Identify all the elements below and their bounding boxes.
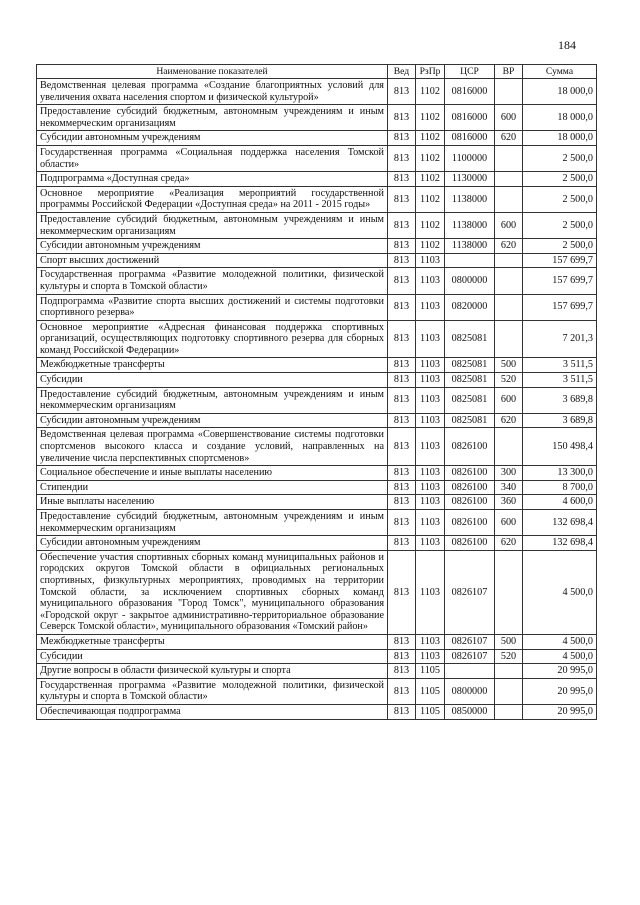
cell-vr — [495, 186, 523, 212]
table-row — [37, 550, 597, 634]
cell-csr: 0816000 — [445, 131, 495, 146]
cell-vr: 600 — [495, 387, 523, 413]
cell-name: Подпрограмма «Доступная среда» — [37, 172, 388, 187]
cell-vr — [495, 550, 523, 634]
cell-ved: 813 — [388, 294, 416, 320]
cell-name: Государственная программа «Развитие молодежной политики, физической культуры и спорта в Томской области» — [37, 268, 388, 294]
cell-name: Обеспечение участия спортивных сборных команд муниципальных районов и городских округов Томской области в официальных региональных спортивных, физкультурных мероприятиях, проводимых на территории Томской области, за исключением спортивных сборных команд муниципального образования "Город Томск", муниципального образования «Городской округ - закрытое административно-территориальное образование Северск Томской области», муниципального образования «Томский район» — [37, 550, 388, 634]
header-sum: Сумма — [523, 65, 597, 79]
cell-name: Предоставление субсидий бюджетным, автономным учреждениям и иным некоммерческим организациям — [37, 105, 388, 131]
cell-vr — [495, 79, 523, 105]
cell-vr: 600 — [495, 105, 523, 131]
cell-rzpr: 1103 — [416, 480, 445, 495]
table-row — [37, 510, 597, 536]
cell-name: Межбюджетные трансферты — [37, 634, 388, 649]
cell-vr — [495, 172, 523, 187]
cell-ved: 813 — [388, 428, 416, 466]
cell-sum: 132 698,4 — [523, 536, 597, 551]
cell-rzpr: 1103 — [416, 550, 445, 634]
cell-csr: 0826100 — [445, 536, 495, 551]
cell-sum: 18 000,0 — [523, 79, 597, 105]
cell-csr: 0825081 — [445, 413, 495, 428]
table-row — [37, 239, 597, 254]
cell-vr: 300 — [495, 466, 523, 481]
cell-vr: 500 — [495, 634, 523, 649]
cell-sum: 4 600,0 — [523, 495, 597, 510]
cell-vr: 340 — [495, 480, 523, 495]
table-row — [37, 536, 597, 551]
cell-name: Ведомственная целевая программа «Создание благоприятных условий для увеличения охвата населения спортом и физической культурой» — [37, 79, 388, 105]
table-row — [37, 358, 597, 373]
cell-vr — [495, 294, 523, 320]
table-row — [37, 480, 597, 495]
cell-ved: 813 — [388, 480, 416, 495]
cell-csr: 0826107 — [445, 550, 495, 634]
cell-name: Обеспечивающая подпрограмма — [37, 704, 388, 719]
cell-sum: 4 500,0 — [523, 649, 597, 664]
cell-rzpr: 1102 — [416, 186, 445, 212]
cell-vr: 620 — [495, 239, 523, 254]
cell-ved: 813 — [388, 131, 416, 146]
cell-rzpr: 1103 — [416, 373, 445, 388]
budget-table — [36, 64, 597, 720]
cell-sum: 2 500,0 — [523, 172, 597, 187]
cell-sum: 18 000,0 — [523, 105, 597, 131]
cell-name: Основное мероприятие «Адресная финансовая поддержка спортивных организаций, осуществляющих подготовку спортивного резерва для сборных команд Российской Федерации» — [37, 320, 388, 358]
cell-sum: 3 511,5 — [523, 358, 597, 373]
cell-vr — [495, 664, 523, 679]
cell-name: Другие вопросы в области физической культуры и спорта — [37, 664, 388, 679]
cell-name: Государственная программа «Социальная поддержка населения Томской области» — [37, 145, 388, 171]
header-rzpr: РзПр — [416, 65, 445, 79]
cell-vr: 500 — [495, 358, 523, 373]
cell-ved: 813 — [388, 79, 416, 105]
cell-sum: 2 500,0 — [523, 239, 597, 254]
cell-sum: 3 511,5 — [523, 373, 597, 388]
cell-csr: 0800000 — [445, 268, 495, 294]
header-name: Наименование показателей — [37, 65, 388, 79]
cell-ved: 813 — [388, 373, 416, 388]
table-row — [37, 466, 597, 481]
cell-name: Основное мероприятие «Реализация мероприятий государственной программы Российской Федерации «Доступная среда» на 2011 - 2015 годы» — [37, 186, 388, 212]
cell-rzpr: 1103 — [416, 634, 445, 649]
cell-csr: 1138000 — [445, 212, 495, 238]
cell-ved: 813 — [388, 105, 416, 131]
cell-ved: 813 — [388, 678, 416, 704]
table-row — [37, 634, 597, 649]
cell-vr: 620 — [495, 413, 523, 428]
cell-sum: 20 995,0 — [523, 664, 597, 679]
cell-rzpr: 1103 — [416, 466, 445, 481]
cell-rzpr: 1103 — [416, 413, 445, 428]
cell-csr: 0825081 — [445, 373, 495, 388]
cell-csr — [445, 253, 495, 268]
cell-rzpr: 1102 — [416, 145, 445, 171]
cell-sum: 3 689,8 — [523, 387, 597, 413]
cell-rzpr: 1105 — [416, 704, 445, 719]
cell-ved: 813 — [388, 253, 416, 268]
cell-sum: 2 500,0 — [523, 186, 597, 212]
cell-csr: 0825081 — [445, 387, 495, 413]
cell-sum: 20 995,0 — [523, 678, 597, 704]
cell-sum: 7 201,3 — [523, 320, 597, 358]
table-row — [37, 373, 597, 388]
cell-csr: 0826100 — [445, 495, 495, 510]
cell-sum: 150 498,4 — [523, 428, 597, 466]
cell-vr: 620 — [495, 131, 523, 146]
cell-vr — [495, 704, 523, 719]
cell-name: Предоставление субсидий бюджетным, автономным учреждениям и иным некоммерческим организациям — [37, 510, 388, 536]
table-header-row — [37, 65, 597, 79]
cell-csr: 0800000 — [445, 678, 495, 704]
cell-rzpr: 1103 — [416, 387, 445, 413]
cell-name: Государственная программа «Развитие молодежной политики, физической культуры и спорта в Томской области» — [37, 678, 388, 704]
cell-vr — [495, 428, 523, 466]
cell-name: Предоставление субсидий бюджетным, автономным учреждениям и иным некоммерческим организациям — [37, 387, 388, 413]
cell-csr: 0826100 — [445, 428, 495, 466]
cell-ved: 813 — [388, 413, 416, 428]
cell-ved: 813 — [388, 145, 416, 171]
table-row — [37, 678, 597, 704]
cell-name: Субсидии автономным учреждениям — [37, 131, 388, 146]
cell-name: Социальное обеспечение и иные выплаты населению — [37, 466, 388, 481]
table-row — [37, 413, 597, 428]
table-row — [37, 212, 597, 238]
cell-ved: 813 — [388, 704, 416, 719]
table-row — [37, 649, 597, 664]
cell-ved: 813 — [388, 239, 416, 254]
table-row — [37, 145, 597, 171]
cell-csr: 0826107 — [445, 634, 495, 649]
cell-csr: 0816000 — [445, 105, 495, 131]
cell-ved: 813 — [388, 495, 416, 510]
cell-rzpr: 1105 — [416, 678, 445, 704]
cell-sum: 157 699,7 — [523, 294, 597, 320]
cell-csr: 0850000 — [445, 704, 495, 719]
cell-rzpr: 1103 — [416, 320, 445, 358]
cell-rzpr: 1102 — [416, 79, 445, 105]
cell-rzpr: 1103 — [416, 358, 445, 373]
cell-rzpr: 1105 — [416, 664, 445, 679]
table-row — [37, 268, 597, 294]
table-row — [37, 387, 597, 413]
cell-sum: 20 995,0 — [523, 704, 597, 719]
cell-rzpr: 1103 — [416, 428, 445, 466]
cell-vr — [495, 268, 523, 294]
cell-rzpr: 1102 — [416, 172, 445, 187]
cell-csr: 0820000 — [445, 294, 495, 320]
cell-sum: 157 699,7 — [523, 253, 597, 268]
cell-csr: 0826100 — [445, 466, 495, 481]
cell-ved: 813 — [388, 268, 416, 294]
cell-name: Субсидии — [37, 373, 388, 388]
cell-sum: 4 500,0 — [523, 634, 597, 649]
cell-rzpr: 1103 — [416, 268, 445, 294]
cell-csr: 0826100 — [445, 480, 495, 495]
cell-vr: 520 — [495, 649, 523, 664]
cell-ved: 813 — [388, 387, 416, 413]
cell-sum: 2 500,0 — [523, 145, 597, 171]
cell-ved: 813 — [388, 550, 416, 634]
cell-sum: 4 500,0 — [523, 550, 597, 634]
cell-sum: 18 000,0 — [523, 131, 597, 146]
cell-csr: 0825081 — [445, 320, 495, 358]
cell-rzpr: 1103 — [416, 253, 445, 268]
header-vr: ВР — [495, 65, 523, 79]
cell-rzpr: 1102 — [416, 212, 445, 238]
cell-vr: 600 — [495, 212, 523, 238]
table-row — [37, 428, 597, 466]
cell-ved: 813 — [388, 634, 416, 649]
cell-name: Спорт высших достижений — [37, 253, 388, 268]
cell-csr: 0816000 — [445, 79, 495, 105]
cell-ved: 813 — [388, 320, 416, 358]
cell-vr — [495, 678, 523, 704]
cell-ved: 813 — [388, 664, 416, 679]
cell-sum: 157 699,7 — [523, 268, 597, 294]
page-number: 184 — [558, 38, 576, 52]
cell-vr: 600 — [495, 510, 523, 536]
table-row — [37, 495, 597, 510]
cell-csr — [445, 664, 495, 679]
cell-name: Иные выплаты населению — [37, 495, 388, 510]
header-ved: Вед — [388, 65, 416, 79]
table-row — [37, 664, 597, 679]
cell-sum: 3 689,8 — [523, 413, 597, 428]
cell-name: Межбюджетные трансферты — [37, 358, 388, 373]
table-row — [37, 186, 597, 212]
table-row — [37, 704, 597, 719]
cell-sum: 8 700,0 — [523, 480, 597, 495]
cell-csr: 1138000 — [445, 239, 495, 254]
cell-ved: 813 — [388, 172, 416, 187]
cell-name: Субсидии автономным учреждениям — [37, 536, 388, 551]
cell-ved: 813 — [388, 358, 416, 373]
cell-sum: 132 698,4 — [523, 510, 597, 536]
table-row — [37, 294, 597, 320]
table-row — [37, 320, 597, 358]
cell-rzpr: 1102 — [416, 105, 445, 131]
cell-name: Ведомственная целевая программа «Совершенствование системы подготовки спортсменов высокого класса и создание условий, направленных на увеличение числа перспективных спортсменов» — [37, 428, 388, 466]
cell-vr: 620 — [495, 536, 523, 551]
cell-csr: 1138000 — [445, 186, 495, 212]
cell-csr: 1130000 — [445, 172, 495, 187]
cell-rzpr: 1103 — [416, 649, 445, 664]
cell-rzpr: 1103 — [416, 510, 445, 536]
cell-vr — [495, 145, 523, 171]
cell-vr — [495, 320, 523, 358]
cell-ved: 813 — [388, 649, 416, 664]
cell-rzpr: 1103 — [416, 495, 445, 510]
table-row — [37, 79, 597, 105]
cell-rzpr: 1102 — [416, 239, 445, 254]
cell-csr: 1100000 — [445, 145, 495, 171]
cell-csr: 0826107 — [445, 649, 495, 664]
cell-ved: 813 — [388, 212, 416, 238]
table-row — [37, 131, 597, 146]
cell-name: Подпрограмма «Развитие спорта высших достижений и системы подготовки спортивного резерва» — [37, 294, 388, 320]
cell-csr: 0826100 — [445, 510, 495, 536]
cell-sum: 13 300,0 — [523, 466, 597, 481]
header-csr: ЦСР — [445, 65, 495, 79]
cell-sum: 2 500,0 — [523, 212, 597, 238]
table-row — [37, 172, 597, 187]
table-row — [37, 105, 597, 131]
cell-csr: 0825081 — [445, 358, 495, 373]
cell-name: Стипендии — [37, 480, 388, 495]
cell-rzpr: 1103 — [416, 294, 445, 320]
cell-ved: 813 — [388, 186, 416, 212]
cell-vr: 520 — [495, 373, 523, 388]
cell-ved: 813 — [388, 510, 416, 536]
cell-vr — [495, 253, 523, 268]
cell-ved: 813 — [388, 466, 416, 481]
cell-name: Субсидии автономным учреждениям — [37, 239, 388, 254]
cell-rzpr: 1103 — [416, 536, 445, 551]
cell-name: Субсидии — [37, 649, 388, 664]
cell-name: Субсидии автономным учреждениям — [37, 413, 388, 428]
cell-vr: 360 — [495, 495, 523, 510]
cell-ved: 813 — [388, 536, 416, 551]
cell-name: Предоставление субсидий бюджетным, автономным учреждениям и иным некоммерческим организациям — [37, 212, 388, 238]
cell-rzpr: 1102 — [416, 131, 445, 146]
table-row — [37, 253, 597, 268]
